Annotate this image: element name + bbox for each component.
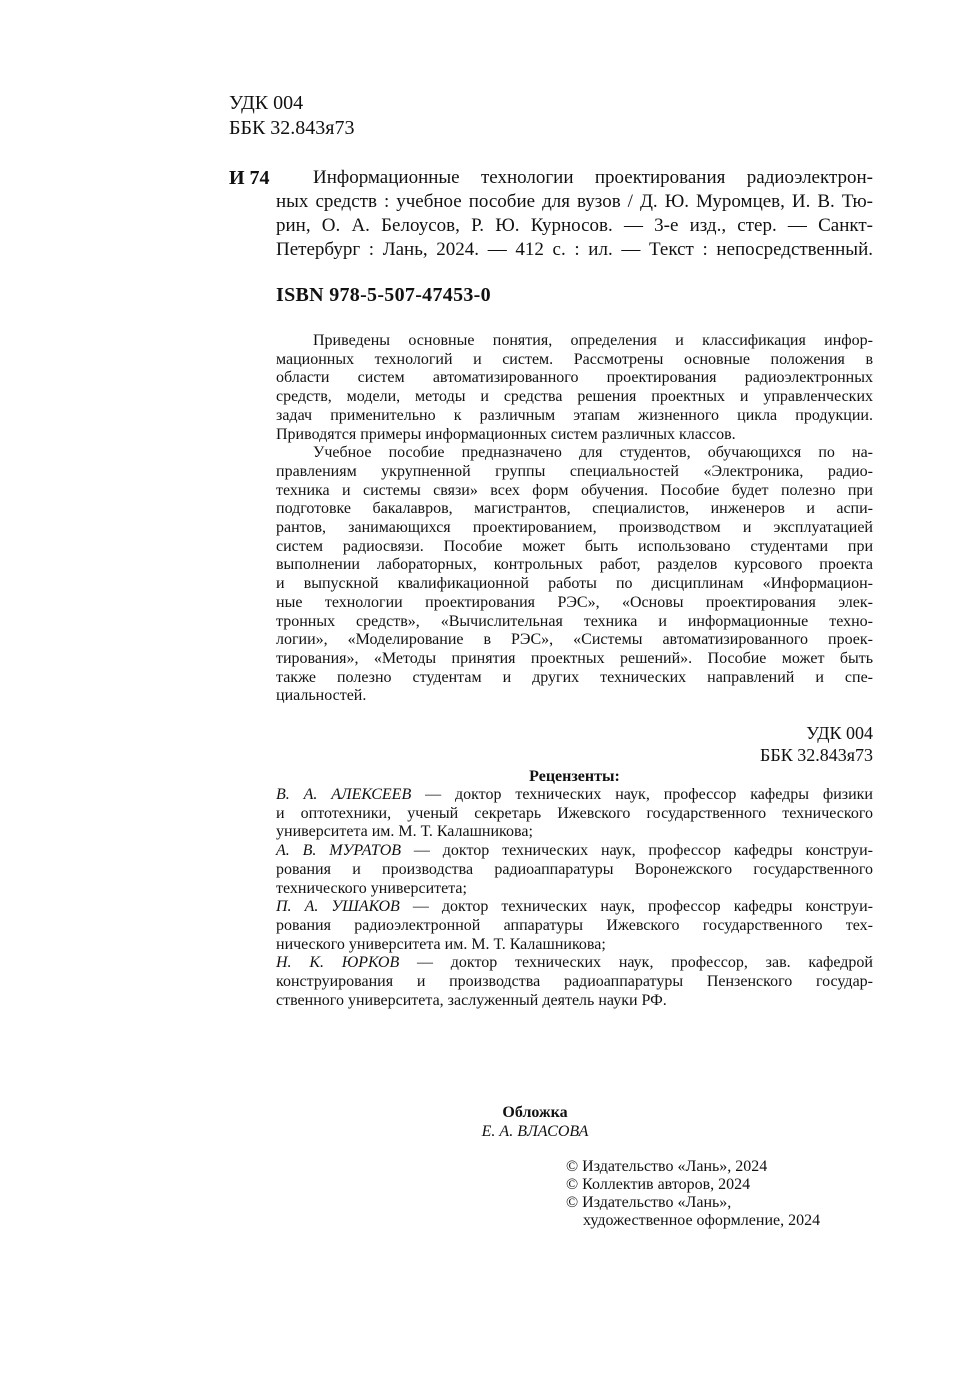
copyright-line: художественное оформление, 2024 <box>583 1212 821 1229</box>
bbk-code: ББК 32.843я73 <box>760 745 873 765</box>
abstract-line: ные технологии проектирования РЭС», «Основы проектирования элек- <box>276 593 873 611</box>
abstract-line: тирования», «Методы принятия проектных решений». Пособие может быть <box>276 649 873 667</box>
copyright-line: © Издательство «Лань», 2024 <box>566 1158 768 1175</box>
copyright-line: © Коллектив авторов, 2024 <box>566 1176 751 1193</box>
abstract-line: Приведены основные понятия, определения и классификация инфор- <box>313 332 873 349</box>
abstract-line: задач применительно к различным этапам жизненного цикла продукции. <box>276 406 873 424</box>
abstract-line: выполнении лабораторных, контрольных работ, разделов курсового проекта <box>276 556 873 574</box>
copyright-line: © Издательство «Лань», <box>566 1194 732 1211</box>
bibliographic-description <box>276 166 873 262</box>
biblio-line: Информационные технологии проектирования радиоэлектрон- <box>313 167 873 188</box>
abstract <box>276 332 873 706</box>
cover-credit <box>400 1103 670 1141</box>
udk-code: УДК 004 <box>806 723 873 743</box>
cover-title: Обложка <box>502 1104 568 1121</box>
abstract-line: циальностей. <box>276 687 367 705</box>
abstract-line: тронных средств», «Вычислительная техника и информационные техно- <box>276 612 873 630</box>
biblio-line: ных средств : учебное пособие для вузов / Д. Ю. Муромцев, И. В. Тю- <box>276 191 873 212</box>
reviewer-name: В. А. АЛЕКСЕЕВ <box>276 786 412 803</box>
classification-right <box>600 722 873 766</box>
classification-header <box>229 91 355 141</box>
reviewer-line: ственного университета, заслуженный деятель науки РФ. <box>276 991 667 1009</box>
reviewer-name: А. В. МУРАТОВ <box>276 842 402 860</box>
abstract-line: Приводятся примеры информационных систем различных классов. <box>276 425 736 443</box>
reviewer-name: П. А. УШАКОВ <box>276 898 400 916</box>
author-mark: И 74 <box>229 167 270 189</box>
abstract-line: рантов, занимающихся проектированием, производством и эксплуатацией <box>276 519 873 537</box>
abstract-line: Учебное пособие предназначено для студентов, обучающихся по на- <box>313 444 873 462</box>
abstract-line: области систем автоматизированного проектирования радиоэлектронных <box>276 369 873 387</box>
reviewer-line: университета им. М. Т. Калашникова; <box>276 823 533 841</box>
abstract-line: систем радиосвязи. Пособие может быть использовано студентами при <box>276 537 873 555</box>
reviewers-title: Рецензенты: <box>529 768 620 785</box>
reviewer-line: П. А. УШАКОВ — доктор технических наук, профессор кафедры конструи- <box>276 898 873 916</box>
copyright-block <box>566 1158 820 1230</box>
reviewer-line: технического университета; <box>276 879 467 897</box>
reviewer-line: рования радиоэлектронной аппаратуры Ижевского государственного тех- <box>276 916 873 934</box>
abstract-line: правлениям укрупненной группы специальностей «Электроника, радио- <box>276 462 873 480</box>
abstract-line: логии», «Моделирование в РЭС», «Системы автоматизированного проек- <box>276 631 873 649</box>
biblio-line: рин, О. А. Белоусов, Р. Ю. Курносов. — 3-е изд., стер. — Санкт- <box>276 215 873 236</box>
reviewer-line: нического университета им. М. Т. Калашникова; <box>276 935 606 953</box>
bbk-code: ББК 32.843я73 <box>229 117 355 139</box>
reviewer-line: Н. К. ЮРКОВ — доктор технических наук, профессор, зав. кафедрой <box>276 954 873 972</box>
reviewer-line: А. В. МУРАТОВ — доктор технических наук, профессор кафедры конструи- <box>276 842 873 860</box>
reviewer-line: В. А. АЛЕКСЕЕВ — доктор технических наук, профессор кафедры физики <box>276 786 873 803</box>
abstract-line: и выпускной квалификационной работы по дисциплинам «Информацион- <box>276 575 873 593</box>
abstract-line: техника и системы связи» всех форм обучения. Пособие будет полезно при <box>276 481 873 499</box>
abstract-line: мационных технологий и систем. Рассмотрены основные положения в <box>276 350 873 368</box>
isbn: ISBN 978-5-507-47453-0 <box>276 284 491 306</box>
reviewer-line: рования и производства радиоаппаратуры Воронежского государственного <box>276 860 873 878</box>
cover-artist: Е. А. ВЛАСОВА <box>481 1123 589 1140</box>
udk-code: УДК 004 <box>229 92 304 114</box>
reviewer-line: конструирования и производства радиоаппаратуры Пензенского государ- <box>276 973 873 991</box>
abstract-line: также полезно студентам и других технических направлений и спе- <box>276 668 873 686</box>
reviewer-line: и оптотехники, ученый секретарь Ижевского государственного технического <box>276 804 873 822</box>
abstract-line: средств, модели, методы и средства решения проектных и управленческих <box>276 388 873 406</box>
biblio-line: Петербург : Лань, 2024. — 412 с. : ил. — Текст : непосредственный. <box>276 239 873 260</box>
reviewers-list <box>276 786 873 1010</box>
reviewer-name: Н. К. ЮРКОВ <box>276 954 400 972</box>
abstract-line: подготовке бакалавров, магистрантов, специалистов, инженеров и аспи- <box>276 500 873 518</box>
